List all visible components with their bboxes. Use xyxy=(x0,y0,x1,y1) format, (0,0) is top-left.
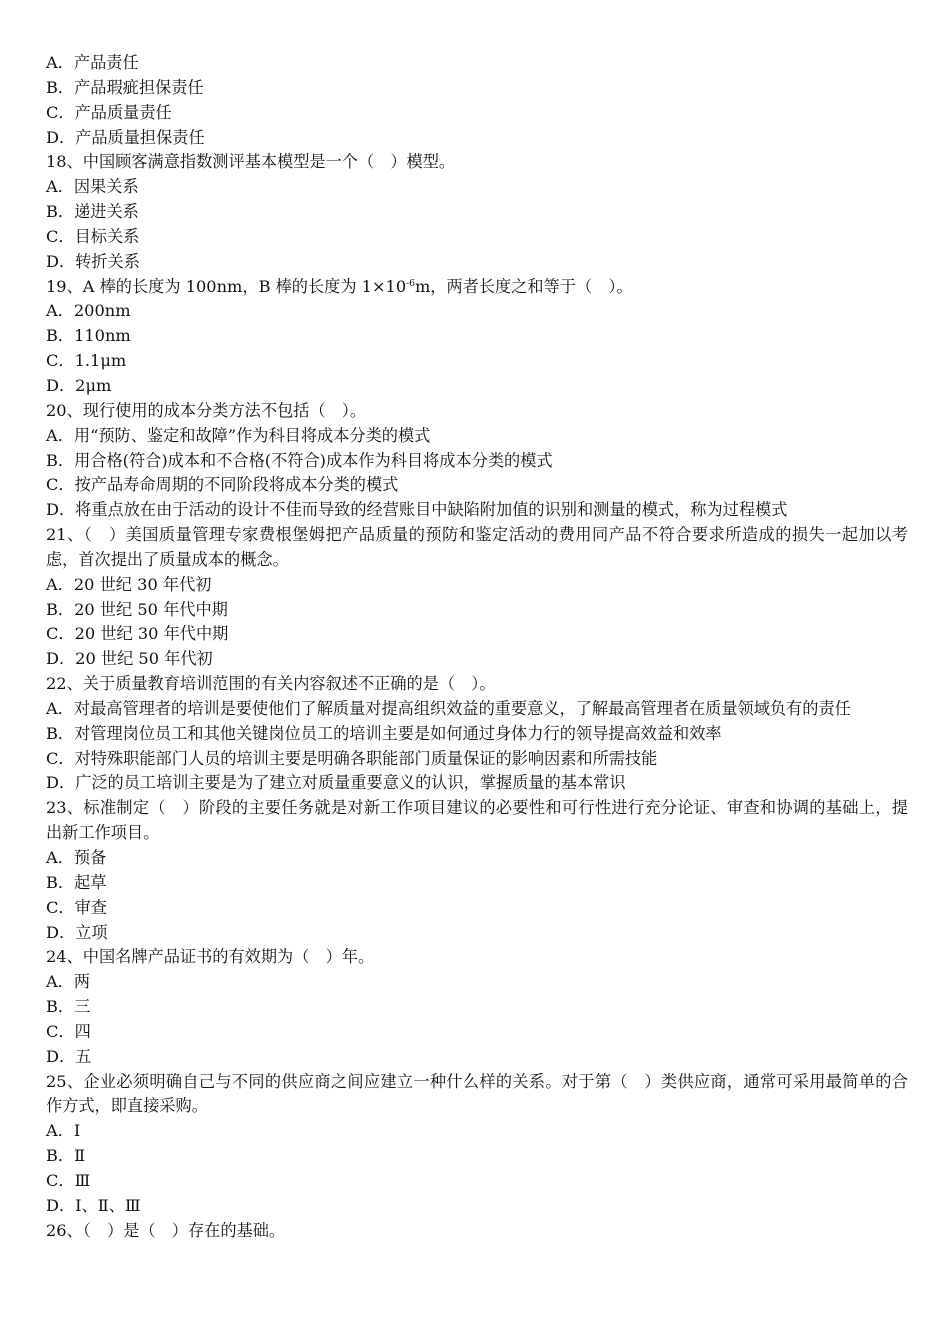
option-b: B．110nm xyxy=(46,326,131,346)
question-stem: 26、（ ）是（ ）存在的基础。 xyxy=(46,1220,286,1240)
option-a: A．产品责任 xyxy=(46,53,139,72)
option-c: C．1.1μm xyxy=(46,351,127,371)
option-d: D．20 世纪 50 年代初 xyxy=(46,649,213,669)
question-17-options xyxy=(46,51,908,150)
option-d: D．立项 xyxy=(46,922,108,942)
option-b: B．递进关系 xyxy=(46,202,139,222)
option-c: C．20 世纪 30 年代中期 xyxy=(46,624,229,644)
option-b: B．产品瑕疵担保责任 xyxy=(46,77,204,97)
option-b: B．对管理岗位员工和其他关键岗位员工的培训主要是如何通过身体力行的领导提高效益和效率 xyxy=(46,723,722,743)
option-c: C．对特殊职能部门人员的培训主要是明确各职能部门质量保证的影响因素和所需技能 xyxy=(46,748,658,768)
option-c: C．审查 xyxy=(46,897,107,917)
question-20 xyxy=(46,399,908,523)
option-c: C．Ⅲ xyxy=(46,1170,91,1190)
question-19 xyxy=(46,275,908,399)
option-a: A．Ⅰ xyxy=(46,1121,81,1141)
question-stem xyxy=(46,275,908,300)
option-b: B．三 xyxy=(46,997,91,1017)
question-22 xyxy=(46,672,908,796)
stem-text-after: m，两者长度之和等于（ ）。 xyxy=(414,276,633,296)
option-b: B．Ⅱ xyxy=(46,1146,86,1166)
question-21 xyxy=(46,523,908,672)
option-c: C．目标关系 xyxy=(46,226,140,246)
option-b: B．起草 xyxy=(46,872,107,892)
option-d: D．2μm xyxy=(46,375,112,395)
option-a: A．两 xyxy=(46,972,91,992)
question-18 xyxy=(46,150,908,274)
question-stem: 23、标准制定（ ）阶段的主要任务就是对新工作项目建议的必要性和可行性进行充分论证、审查和协调的基础上，提出新工作项目。 xyxy=(46,798,908,843)
option-d: D．Ⅰ、Ⅱ、Ⅲ xyxy=(46,1195,141,1215)
question-stem: 21、（ ）美国质量管理专家费根堡姆把产品质量的预防和鉴定活动的费用同产品不符合要求所造成的损失一起加以考虑，首次提出了质量成本的概念。 xyxy=(46,525,908,569)
exponent: -6 xyxy=(406,278,415,289)
question-25 xyxy=(46,1070,908,1219)
question-26 xyxy=(46,1219,908,1244)
option-c: C．按产品寿命周期的不同阶段将成本分类的模式 xyxy=(46,475,399,495)
option-a: A．对最高管理者的培训是要使他们了解质量对提高组织效益的重要意义，了解最高管理者在质量领域负有的责任 xyxy=(46,698,851,718)
question-stem: 25、企业必须明确自己与不同的供应商之间应建立一种什么样的关系。对于第（ ）类供应商，通常可采用最简单的合作方式，即直接采购。 xyxy=(46,1071,908,1116)
option-a: A．用“预防、鉴定和故障”作为科目将成本分类的模式 xyxy=(46,425,431,445)
option-c: C．产品质量责任 xyxy=(46,102,172,122)
question-24 xyxy=(46,945,908,1069)
document-page xyxy=(46,51,908,1244)
option-d: D．产品质量担保责任 xyxy=(46,127,205,147)
option-b: B．用合格(符合)成本和不合格(不符合)成本作为科目将成本分类的模式 xyxy=(46,450,553,470)
option-d: D．广泛的员工培训主要是为了建立对质量重要意义的认识，掌握质量的基本常识 xyxy=(46,773,626,793)
option-d: D．将重点放在由于活动的设计不佳而导致的经营账目中缺陷附加值的识别和测量的模式，称为过程模式 xyxy=(46,500,788,520)
question-stem: 24、中国名牌产品证书的有效期为（ ）年。 xyxy=(46,947,375,967)
question-stem: 20、现行使用的成本分类方法不包括（ ）。 xyxy=(46,400,367,420)
option-c: C．四 xyxy=(46,1021,91,1041)
option-a: A．20 世纪 30 年代初 xyxy=(46,574,212,594)
option-d: D．五 xyxy=(46,1046,92,1066)
option-b: B．20 世纪 50 年代中期 xyxy=(46,599,228,619)
option-a: A．预备 xyxy=(46,848,107,867)
option-d: D．转折关系 xyxy=(46,251,140,271)
question-stem: 18、中国顾客满意指数测评基本模型是一个（ ）模型。 xyxy=(46,152,456,172)
option-a: A．因果关系 xyxy=(46,177,139,197)
question-23 xyxy=(46,796,908,945)
option-a: A．200nm xyxy=(46,301,131,321)
stem-text-before: 19、A 棒的长度为 100nm，B 棒的长度为 1×10 xyxy=(46,276,407,296)
question-stem: 22、关于质量教育培训范围的有关内容叙述不正确的是（ ）。 xyxy=(46,674,496,694)
